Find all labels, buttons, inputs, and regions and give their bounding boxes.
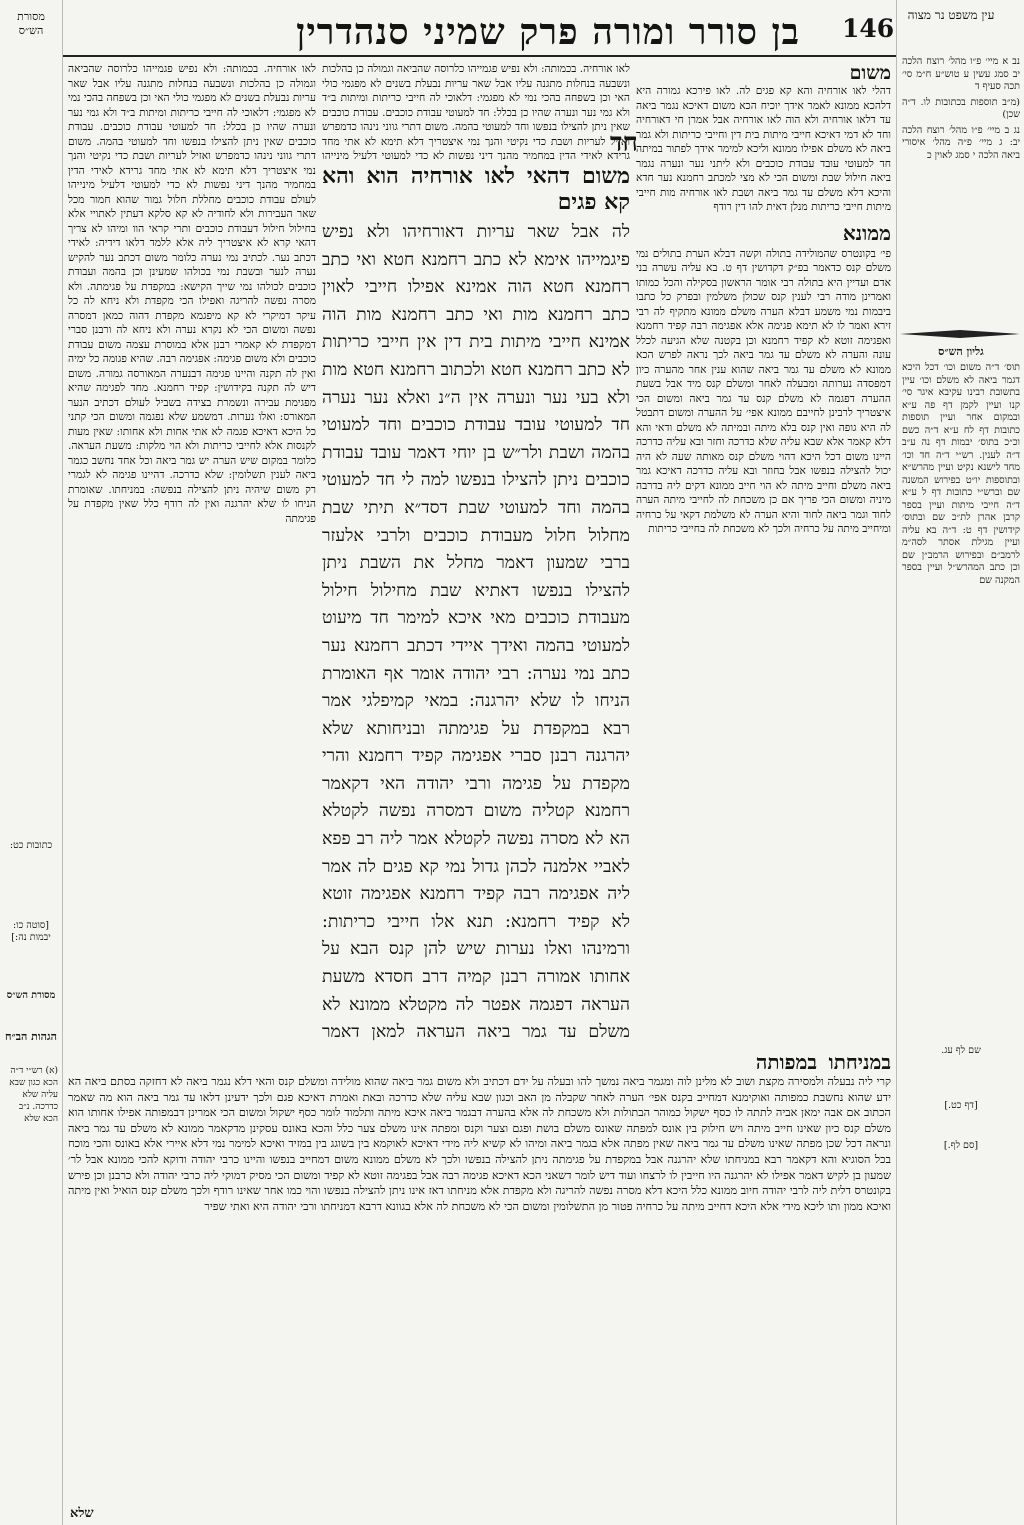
gemara-column	[322, 163, 630, 1043]
margin-ref-left-1: כתובות כט:	[9, 840, 53, 851]
ein-mishpat-label: עין משפט נר מצוה	[907, 8, 995, 22]
tosafot-top-center-text: לאו אורחיה. בכמותה: ולא נפיש פגמייהו כלרוסה שהביאה וגמולה כן בהלכות ונשבעה בנחלות מתגנה עליו אבל שאר עריות נבעלת בשנים לא מפגמי כולי האי וכן בשפחה בהכי נמי לא מפגמי: דלאוכי לה חייבי כריתות ומיתות ב״ד ולא גמי נער ונערה שהיו כן בכלל: חד למעוטי עבודת כוכבים. עבודת כוכבים שאין ניתן להצילו בנפשו וחד למעוטי בהמה. משום דתרי גווני נינהו כדמפרש ואזיל לעריות ושבת כדי נקיטי והנך נמי איצטריך דלא תימא לא אתי מחד גרידא לאידי הדין במחמיר מהנך דיני נפשות לא כדי למעוטי דלעיל מינייהו	[322, 63, 630, 160]
ornament-divider-icon	[900, 330, 1020, 338]
gilyon-hashas-block	[902, 362, 1020, 877]
tosafot-text: לאו אורחיה. בכמותה: ולא נפיש פגמייהו כלרוסה שהביאה וגמולה כן בהלכות ונשבעה בנחלות מתגנה עליו אבל שאר עריות נבעלת בשנים לא מפגמי כולי האי וכן בשפחה בהכי נמי לא מפגמי: דלאוכי לה חייבי כריתות ומיתות ב״ד ולא גמי נער ונערה שהיו כן בכלל: חד למעוטי עבודת כוכבים. עבודת כוכבים שאין ניתן להצילו בנפשו וחד למעוטי בהמה. משום דתרי גווני נינהו כדמפרש ואזיל לעריות ושבת כדי נקיטי והנך נמי איצטריך דלא תימא לא אתי מחד גרידא לאידי הדין במחמיר מהנך דיני נפשות לא כדי למעוטי דלעיל מינייהו לעולם עבודת כוכבים מחללת חלול גמור שהוא חמור מכל שאר העבירות ולא לחודיה לא קא סלקא דעתין לאתויי אלא בחילול חילול דעבודת כוכבים ותרי קראי הוו ומיהו לא צריך דהאי קרא לא איצטריך ליה אלא ללמד דלאו דידיה: לאידי דכתב נער. לכתיב נמי נערה כלומר משום דכתב נער להקיש נערה לנער ובשבת נמי בכולהו שמעינן וכן בהמה ועבודת כוכבים לכולהו נמי שייך הקישא: במקפדת על פגימתה. ולא מסרה נפשה להריגה ואפילו הכי מקפדת ולא ניחא לה כל עיקר דמיקרי לא קא מיפגמא מקפדת דהוה כמאן דמסרה נפשה ומשום הכי לא נקרא נערה ולא ניחא לה ורבנן סברי דמקפדת לא קאמרי רבנן אלא במוסרת עצמה משום עבודת כוכבים ולא משום פגימה: אפגימה רבה. שהיא פגומה כל ימיה ואין לה תקנה והיינו פגימה דבנערה המאורסה גמורה. משום דיש לה תקנה בקידושין: קפיד רחמנא. מחד לפגימה שהיא מפגימת עבירה ונשמרת בצידה בשביל לעולם דכתיב הנער המאורס: ואלו נערות. דמשמע שלא נפגמה ומשום הכי קתני כל היכא דאיכא פגמה לא אתי אחות ולא אחותו: שאין מעות לקנסות אלא לחייבי כריתות ולא הוי מלקות: משעת העראה. כלומר במקום שיש הערה יש גמר ביאה וכל אחד נחשב כגמר ביאה לענין תשלומין: שלא כדרכה. דהיינו פגימה לא לגמרי רק משום שיהיה ניתן להצילה בנפשה: במניחתו. שאומרת הניחו לו שלא יהרגנה ואין לה רודף כלל שאין מקפדת על פגימתה	[68, 63, 316, 525]
left-margin-rule	[62, 0, 63, 1525]
bottom-commentary-text: קרי ליה נבעלה ולמסירה מקצת ושוב לא מלינן לוה ומגמר ביאה נמשך להו ובעלה על ידם דכתיב ולא משום גמר ביאה שהוא מולידה ומשלם קנס והאי דלא נגמר ביאה לא דחזקה בסתם ביאה הא ידע שהוא נחשבת כמפותה ואוקימנא דמחייב בקנס אפי׳ הערה לאחר שקבלה מן האב וכגון שבא עליה שלא כדרכה ובאת ואמרת דאיכא פגם ולכך ידעינן דלאו עד גמר ביאה הוא מה שאמר הכתוב אם אבה ימאן אביה לתתה לו כסף ישקול כמוהר הבתולות ולא משכחת לה אלא בהערה דבגמר ביאה איכא מיתה ותלמוד לומר כסף ישקול ומשום הכי אמרינן דבמפותה אפילו אחותו הוא משלם קנס כיון שאינו חייב מיתה ויש חילוק בין אונס למפתה שאונס משלם בושת ופגם וצער וקנס ומפתה אינו משלם צער כלל והכא באונס עסקינן מדקאמר ממונא לא משלם עד גמר ביאה ונראה דכל שכן מפתה שאינו משלם עד גמר ביאה שאין מפתה אלא בגמר ביאה ומיהו לא קשיא ליה מידי דאיכא לאוקמא בין בשוגג בין במזיד ואיכא למימר נמי דלא איירי אלא באונס והכי מוכח בכל הסוגיא והא דקאמר רבא במניחתו שלא יהרגנה אבל במקפדת על פגימתה ניתן להצילה בנפשו ולכך לא משלם ממונא משום דמחייב בנפשו והיינו כרבי יהודה ודוקא להכי ממונא אבל לר׳ שמעון בן לקיש דאמר אפילו לא יהרגנה היו חייבין לו לרצחו ועוד דיש לומר דשאני הכא דאיכא פגימה רבה אבל בפגימה זוטא לא קפיד ומשום הכי מסיק דמוקי ליה כרבי יהודה ולא כרבנן וכן פירש בקונטרס דלית ליה לרבי יהודה חיוב ממונא כלל היכא דלא מסרה נפשה להריגה ולא מקפדת אלא מניחתו דאז אינו ניתן להצילה בנפשו והוי כמו אחר שאינו רודף ולכך משלם קנס הואיל ואין מיתה ואיכא ממון ותו ליכא מידי אלא היכא דחייב מיתה על כרחיה פטור מן התשלומין ומשום הכי לא משכחת לה אלא בגוונא דרבא דמניחתו ורבי יהודה היא ואתי שפיר	[68, 1075, 891, 1213]
ein-mishpat-entry: נב א מיי׳ פ״ו מהל׳ רוצח הלכה יב סמג עשין ע טוש״ע ח״מ סי׳ תכה סעיף ד	[902, 56, 1020, 92]
catchword-bottom: שלא	[70, 1506, 94, 1521]
margin-ref-left-2: [סוטה כו: יבמות נה:]	[11, 920, 51, 943]
header-rule	[62, 55, 897, 57]
gilyon-text: תוס׳ ד״ה משום וכו׳ דכל היכא דגמר ביאה לא משלם וכו׳ עיין בתשובת רבינו עקיבא איגר סי׳ קנו ועיין לקמן דף פה ע״א ובמקום אחר ועיין תוספות כתובות דף לח ע״א ד״ה כשם וכ״כ בתוס׳ יבמות דף נה ע״ב ד״ה לענין. רש״י ד״ה חד וכו׳ מחד לישנא נקיט ועיין מהרש״א ובתוספות יו״ט בפירוש המשנה שם וברש״י כתובות דף ל ע״א ד״ה חייבי מיתות ועיין בספר קרבן אהרן לת״כ שם ובתוס׳ קידושין דף ט: ד״ה בא עליה ועיין מגילת אסתר לסה״מ לרמב״ם ובפירוש הרמב״ן שם וכן כתב המהרש״ל ועיין בספר המקנה שם	[902, 362, 1020, 586]
bottom-heading-2: במפותה	[755, 1050, 818, 1074]
margin-ref-right-2: [דף כט.]	[944, 1100, 978, 1111]
ein-mishpat-block	[902, 56, 1020, 321]
right-margin-rule	[896, 0, 897, 1525]
margin-ref-right-3: [סם לף.]	[943, 1140, 979, 1151]
rashi-text-2: פי׳ בקונטרס שהמולידה בתולה וקשה דבלא הערת בתולים נמי משלם קנס כדאמר בפ״ק דקדושין דף ט. בא עליה עשרה בני אדם ועדיין היא בתולה רבי אומר הראשון בסקילה והכל כמותו ואמרינן מודה רבי לענין קנס שכולן משלמין ובפרק כל כתבו ביבמות נמי משמע דבלא הערה משלם ממונא מתקיף לה רבי זירא ואמר לו לא תימא פגימה אלא אפגימה רבה קפיד רחמנא ואפגימה זוטא לא קפיד רחמנא וכן בקטנה שלא הגיעה לכלל עונה והערה לא משלם עד גמר ביאה לכך נראה לפרש הכא ממונא לא משלם עד גמר ביאה שהוא ענין אחר מהערה כיון דמפסדה נערותה ומבעלה לאחר ומשלם קנס מיד אבל בשעת ההערה דפגמה לא משלם קנס עד גמר ביאה ומשום הכי איצטריך לרבינן לחייבם ממונא אפי׳ על ההערה ומשום דתבטל לה היא גופה ואין קנס בלא מיתה ובמיתה לא משלם ודאי והא דלא קאמר אלא שבא עליה שלא כדרכה וחזר ובא עליה כדרכה היינו משום דכל היכא דהוי משלם קנס מאותה שעה לא היה יכול להצילה בנפשו אבל בחוזר ובא עליה כדרכה דאיכא גמר ביאה משלם וחייב מיתה לא הוי חייב ממונא דקים ליה בדרבה מיניה ומשום הכי פריך אם כן משכחת לה לחייבי מיתה הערה לחוד וגמר ביאה לחוד והיא הערה לא משלמת דקאי על כרחיה ומיחייב מיתה על כרחיה ולכך לא משכחת לה בחייבי כריתות	[636, 247, 891, 535]
gemara-text: לה אבל שאר עריות דאורחיהו ולא נפיש פיגמייהו אימא לא כתב רחמנא חטא ואי כתב רחמנא חטא הוה אמינא אפילו חייבי לאוין כתב רחמנא מות ואי כתב רחמנא מות הוה אמינא חייבי מיתות בית דין אין חייבי כריתות לא כתב רחמנא חטא ולכתוב רחמנא חטא מות ולא בעי נער ונערה אין ה״נ ואלא נער נערה חד למעוטי עובד עבודת כוכבים וחד למעוטי בהמה ושבת ולר״ש בן יוחי דאמר עובד עבודת כוכבים ניתן להצילו בנפשו למה לי חד למעוטי בהמה וחד למעוטי שבת דסד״א תיתי שבת מחלול חלול מעבודת כוכבים ולרבי אלעזר ברבי שמעון דאמר מחלל את השבת ניתן להצילו בנפשו דאתיא שבת מחילול חילול מעבודת כוכבים מאי איכא למימר חד מיעוט למעוטי בהמה ואידך איידי דכתב רחמנא נער כתב נמי נערה: רבי יהודה אומר אף האומרת הניחו לו שלא יהרגנה: במאי קמיפלגי אמר רבא במקפדת על פגימתה ובניחותא שלא יהרגנה רבנן סברי אפגימה קפיד רחמנא והרי מקפדת על פגימה ורבי יהודה האי דקאמר רחמנא קטליה משום דמסרה נפשה לקטלא הא לא מסרה נפשה לקטלא אמר ליה רב פפא לאביי אלמנה לכהן גדול נמי קא פגים לה אמר ליה אפגימה רבה קפיד רחמנא אפגימה זוטא לא קפיד רחמנא: תנא אלו חייבי כריתות: ורמינהו ואלו נערות שיש להן קנס הבא על אחותו אמורה רבנן קמיה דרב חסדא משעת העראה דפגמה אפטר לה מקטלא ממונא לא משלם עד גמר ביאה העראה למאן דאמר	[322, 222, 630, 1043]
rashi-text-1: דהלי לאו אורחיה והא קא פגים לה. לאו פירכא גמורה היא דלהכא ממונא לאמר אידך יוכיח הכא משום דאיכא נגמר ביאה עד דלאו אורחיה ולא הוה לאו אורחיה אבל אמרן חי דאורחיה וחד לא דמי דאיכא חייבי מיתות בית דין וחייבי כריתות ולא גמר ביאה לא משלם אפילו ממונא וליכא למימר אידך לפתור במיתה חד למעוטי עובד עבודת כוכבים ולא ליתני נער ונערה נגמר ביאה חילול שבת ומשום הכי לא מצי למכתב רחמנא נער חדא והיכא דלא משלם עד גמר ביאה ושבת לאו אורחיה מות חייבי מיתות חייבי כריתות מנלן דאית להו דין רודף	[636, 85, 891, 213]
rashi-lead-word: משום	[849, 62, 891, 84]
rashi-lead-word-2: ממונא	[842, 220, 891, 245]
masoret-label: מסורת הש״ס	[17, 10, 45, 37]
margin-ref-right-1: שם לף עג.	[941, 1045, 981, 1056]
page-title: בן סורר ומורה פרק שמיני סנהדרין	[296, 11, 800, 53]
gemara-opening: משום דהאי לאו אורחיה הוא והא קא פגים	[322, 163, 630, 215]
tosafot-top-center	[322, 62, 630, 160]
bottom-heading-1: במניחתו	[828, 1050, 891, 1074]
hagahot-heading: הגהות הב״ח	[5, 1030, 57, 1043]
bottom-commentary	[68, 1050, 891, 1518]
rashi-column	[636, 62, 891, 1042]
gemara-lead-word: חד	[610, 128, 638, 158]
tosafot-column	[68, 62, 316, 1042]
ein-mishpat-entry: נג ב מיי׳ פ״ו מהל׳ רוצח הלכה יב: ג מיי׳ פ״ה מהל׳ איסורי ביאה הלכה י סמג לאוין כ	[902, 124, 1020, 161]
gilyon-heading: גליון הש״ס	[938, 345, 984, 358]
hagahot-text: (א) רש״י ד״ה הכא כגון שבא עליה שלא כדרכה. נ״ב הכא שלא	[9, 1066, 58, 1124]
masoret-heading-lower: מסורת הש״ס	[6, 990, 56, 1001]
page-number: 146	[842, 14, 895, 43]
ein-mishpat-entry: (מ״ב תוספות בכתובות לו. ד״ה שכן)	[902, 96, 1020, 120]
